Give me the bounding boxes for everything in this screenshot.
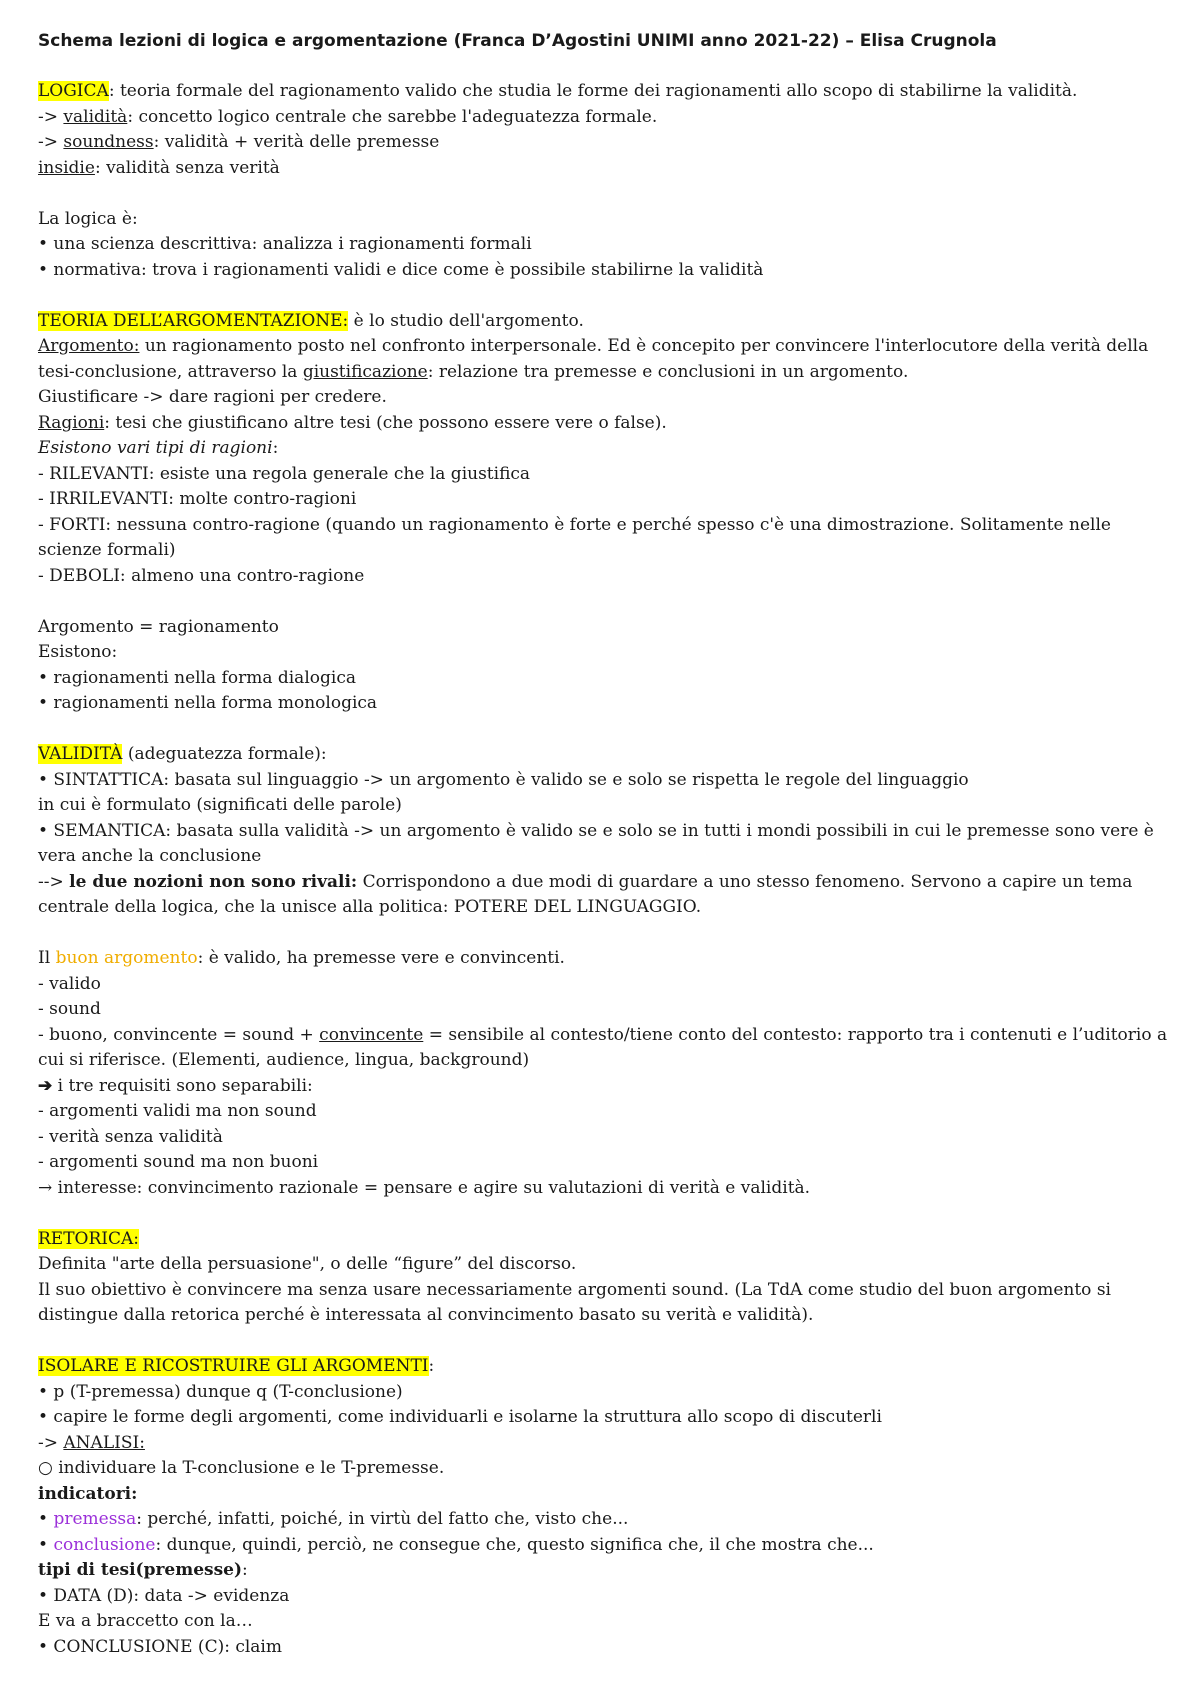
arrow-icon: → <box>38 1177 53 1198</box>
list-item: ➔ i tre requisiti sono separabili: <box>38 1075 313 1096</box>
teoria-definition: TEORIA DELL’ARGOMENTAZIONE: è lo studio dell'argomento. <box>38 310 584 331</box>
analisi-line: -> ANALISI: <box>38 1432 145 1453</box>
list-item: - verità senza validità <box>38 1126 223 1147</box>
heading-teoria: TEORIA DELL’ARGOMENTAZIONE: <box>38 310 349 331</box>
list-item: • normativa: trova i ragionamenti validi e dice come è possibile stabilirne la validità <box>38 259 764 280</box>
list-item: • ragionamenti nella forma dialogica <box>38 667 356 688</box>
heading-validita: VALIDITÀ <box>38 744 123 764</box>
list-item: in cui è formulato (significati delle parole) <box>38 795 402 815</box>
logica-intro: La logica è: <box>38 208 138 229</box>
heading-logica: LOGICA <box>38 81 109 101</box>
term-conclusione: conclusione <box>53 1534 156 1555</box>
list-item: • SINTATTICA: basata sul linguaggio -> un argomento è valido se e solo se rispetta le regole del linguaggio <box>38 769 969 790</box>
list-item: - RILEVANTI: esiste una regola generale che la giustifica <box>38 463 531 484</box>
document-title: Schema lezioni di logica e argomentazione (Franca D’Agostini UNIMI anno 2021-22) – Elisa Crugnola <box>38 31 997 51</box>
list-item: • p (T-premessa) dunque q (T-conclusione) <box>38 1381 403 1402</box>
section-teoria <box>38 309 1173 590</box>
list-item: • SEMANTICA: basata sulla validità -> un argomento è valido se e solo se in tutti i mondi possibili in cui le premesse sono vere è vera anche la conclusione <box>38 820 1154 866</box>
list-item: • una scienza descrittiva: analizza i ragionamenti formali <box>38 234 532 254</box>
arrow-icon: ➔ <box>38 1075 53 1096</box>
argomento-definition: Argomento: un ragionamento posto nel confronto interpersonale. Ed è concepito per convincere l'interlocutore della verità della tesi-conclusione, attraverso la giustificazione: relazione tra premesse e conclusioni in un argomento. <box>38 336 1149 382</box>
list-item: - FORTI: nessuna contro-ragione (quando un ragionamento è forte e perché spesso c'è una dimostrazione. Solitamente nelle scienze formali) <box>38 514 1111 560</box>
section-isolare <box>38 1354 1173 1660</box>
tipi-tesi-heading: tipi di tesi(premesse): <box>38 1560 248 1580</box>
argomento-line: Esistono: <box>38 642 118 662</box>
list-item: - sound <box>38 999 101 1019</box>
list-item: • premessa: perché, infatti, poiché, in virtù del fatto che, visto che... <box>38 1509 629 1529</box>
validita-definition: VALIDITÀ (adeguatezza formale): <box>38 744 327 764</box>
indicatori-heading: indicatori: <box>38 1483 138 1504</box>
logica-validita-line: -> validità: concetto logico centrale che sarebbe l'adeguatezza formale. <box>38 106 658 127</box>
list-item: - IRRILEVANTI: molte contro-ragioni <box>38 489 357 509</box>
document-page <box>38 28 1173 1686</box>
term-analisi: ANALISI: <box>63 1432 145 1453</box>
buon-argomento-definition: Il buon argomento: è valido, ha premesse vere e convincenti. <box>38 948 565 968</box>
retorica-heading-line <box>38 1227 1173 1253</box>
term-ragioni: Ragioni <box>38 412 105 433</box>
argomento-line: Argomento = ragionamento <box>38 616 279 637</box>
logica-definition: LOGICA: teoria formale del ragionamento valido che studia le forme dei ragionamenti allo scopo di stabilirne la validità. <box>38 81 1078 101</box>
logica-insidie-line: insidie: validità senza verità <box>38 157 280 178</box>
list-item: • ragionamenti nella forma monologica <box>38 693 378 713</box>
isolare-line: E va a braccetto con la… <box>38 1611 253 1631</box>
retorica-line: Il suo obiettivo è convincere ma senza usare necessariamente argomenti sound. (La TdA come studio del buon argomento si distingue dalla retorica perché è interessata al convincimento basato su verità e validità). <box>38 1279 1111 1325</box>
section-retorica <box>38 1227 1173 1329</box>
retorica-line: Definita "arte della persuasione", o delle “figure” del discorso. <box>38 1254 577 1274</box>
tipi-ragioni-line: Esistono vari tipi di ragioni: <box>38 438 279 458</box>
isolare-heading-line: ISOLARE E RICOSTRUIRE GLI ARGOMENTI: <box>38 1356 435 1376</box>
term-convincente: convincente <box>319 1024 424 1045</box>
heading-retorica: RETORICA: <box>38 1228 140 1249</box>
term-soundness: soundness <box>63 132 154 152</box>
logica-soundness-line: -> soundness: validità + verità delle premesse <box>38 132 440 152</box>
list-item: - DEBOLI: almeno una contro-ragione <box>38 565 365 586</box>
term-giustificazione: giustificazione <box>302 361 428 382</box>
list-item: → interesse: convincimento razionale = pensare e agire su valutazioni di verità e validità. <box>38 1177 811 1198</box>
term-insidie: insidie <box>38 157 95 178</box>
heading-isolare: ISOLARE E RICOSTRUIRE GLI ARGOMENTI <box>38 1356 429 1376</box>
list-item: - valido <box>38 973 101 994</box>
validita-note: --> le due nozioni non sono rivali: Corrispondono a due modi di guardare a uno stesso fenomeno. Servono a capire un tema centrale della logica, che la unisce alla politica: POTERE DEL LINGUAGGIO. <box>38 871 1133 917</box>
list-item: • CONCLUSIONE (C): claim <box>38 1636 282 1657</box>
list-item: - argomenti validi ma non sound <box>38 1101 317 1121</box>
list-item: • conclusione: dunque, quindi, perciò, ne consegue che, questo significa che, il che mostra che... <box>38 1534 874 1555</box>
section-logica <box>38 79 1173 181</box>
list-item: - argomenti sound ma non buoni <box>38 1152 319 1172</box>
section-logica-nature <box>38 207 1173 284</box>
list-item: ○ individuare la T-conclusione e le T-premesse. <box>38 1458 445 1478</box>
term-premessa: premessa <box>53 1509 137 1529</box>
section-argomento <box>38 615 1173 717</box>
term-validita: validità <box>63 106 128 127</box>
section-validita <box>38 742 1173 921</box>
ragioni-line: Ragioni: tesi che giustificano altre tesi (che possono essere vere o false). <box>38 412 667 433</box>
term-buon-argomento: buon argomento <box>55 948 198 968</box>
list-item: • capire le forme degli argomenti, come individuarli e isolarne la struttura allo scopo di discuterli <box>38 1407 882 1427</box>
list-item: - buono, convincente = sound + convincente = sensibile al contesto/tiene conto del contesto: rapporto tra i contenuti e l’uditorio a cui si riferisce. (Elementi, audience, lingua, background) <box>38 1024 1168 1070</box>
list-item: • DATA (D): data -> evidenza <box>38 1585 290 1606</box>
giustificare-line: Giustificare -> dare ragioni per credere. <box>38 387 387 407</box>
section-buon-argomento <box>38 946 1173 1201</box>
term-argomento: Argomento: <box>38 336 140 356</box>
